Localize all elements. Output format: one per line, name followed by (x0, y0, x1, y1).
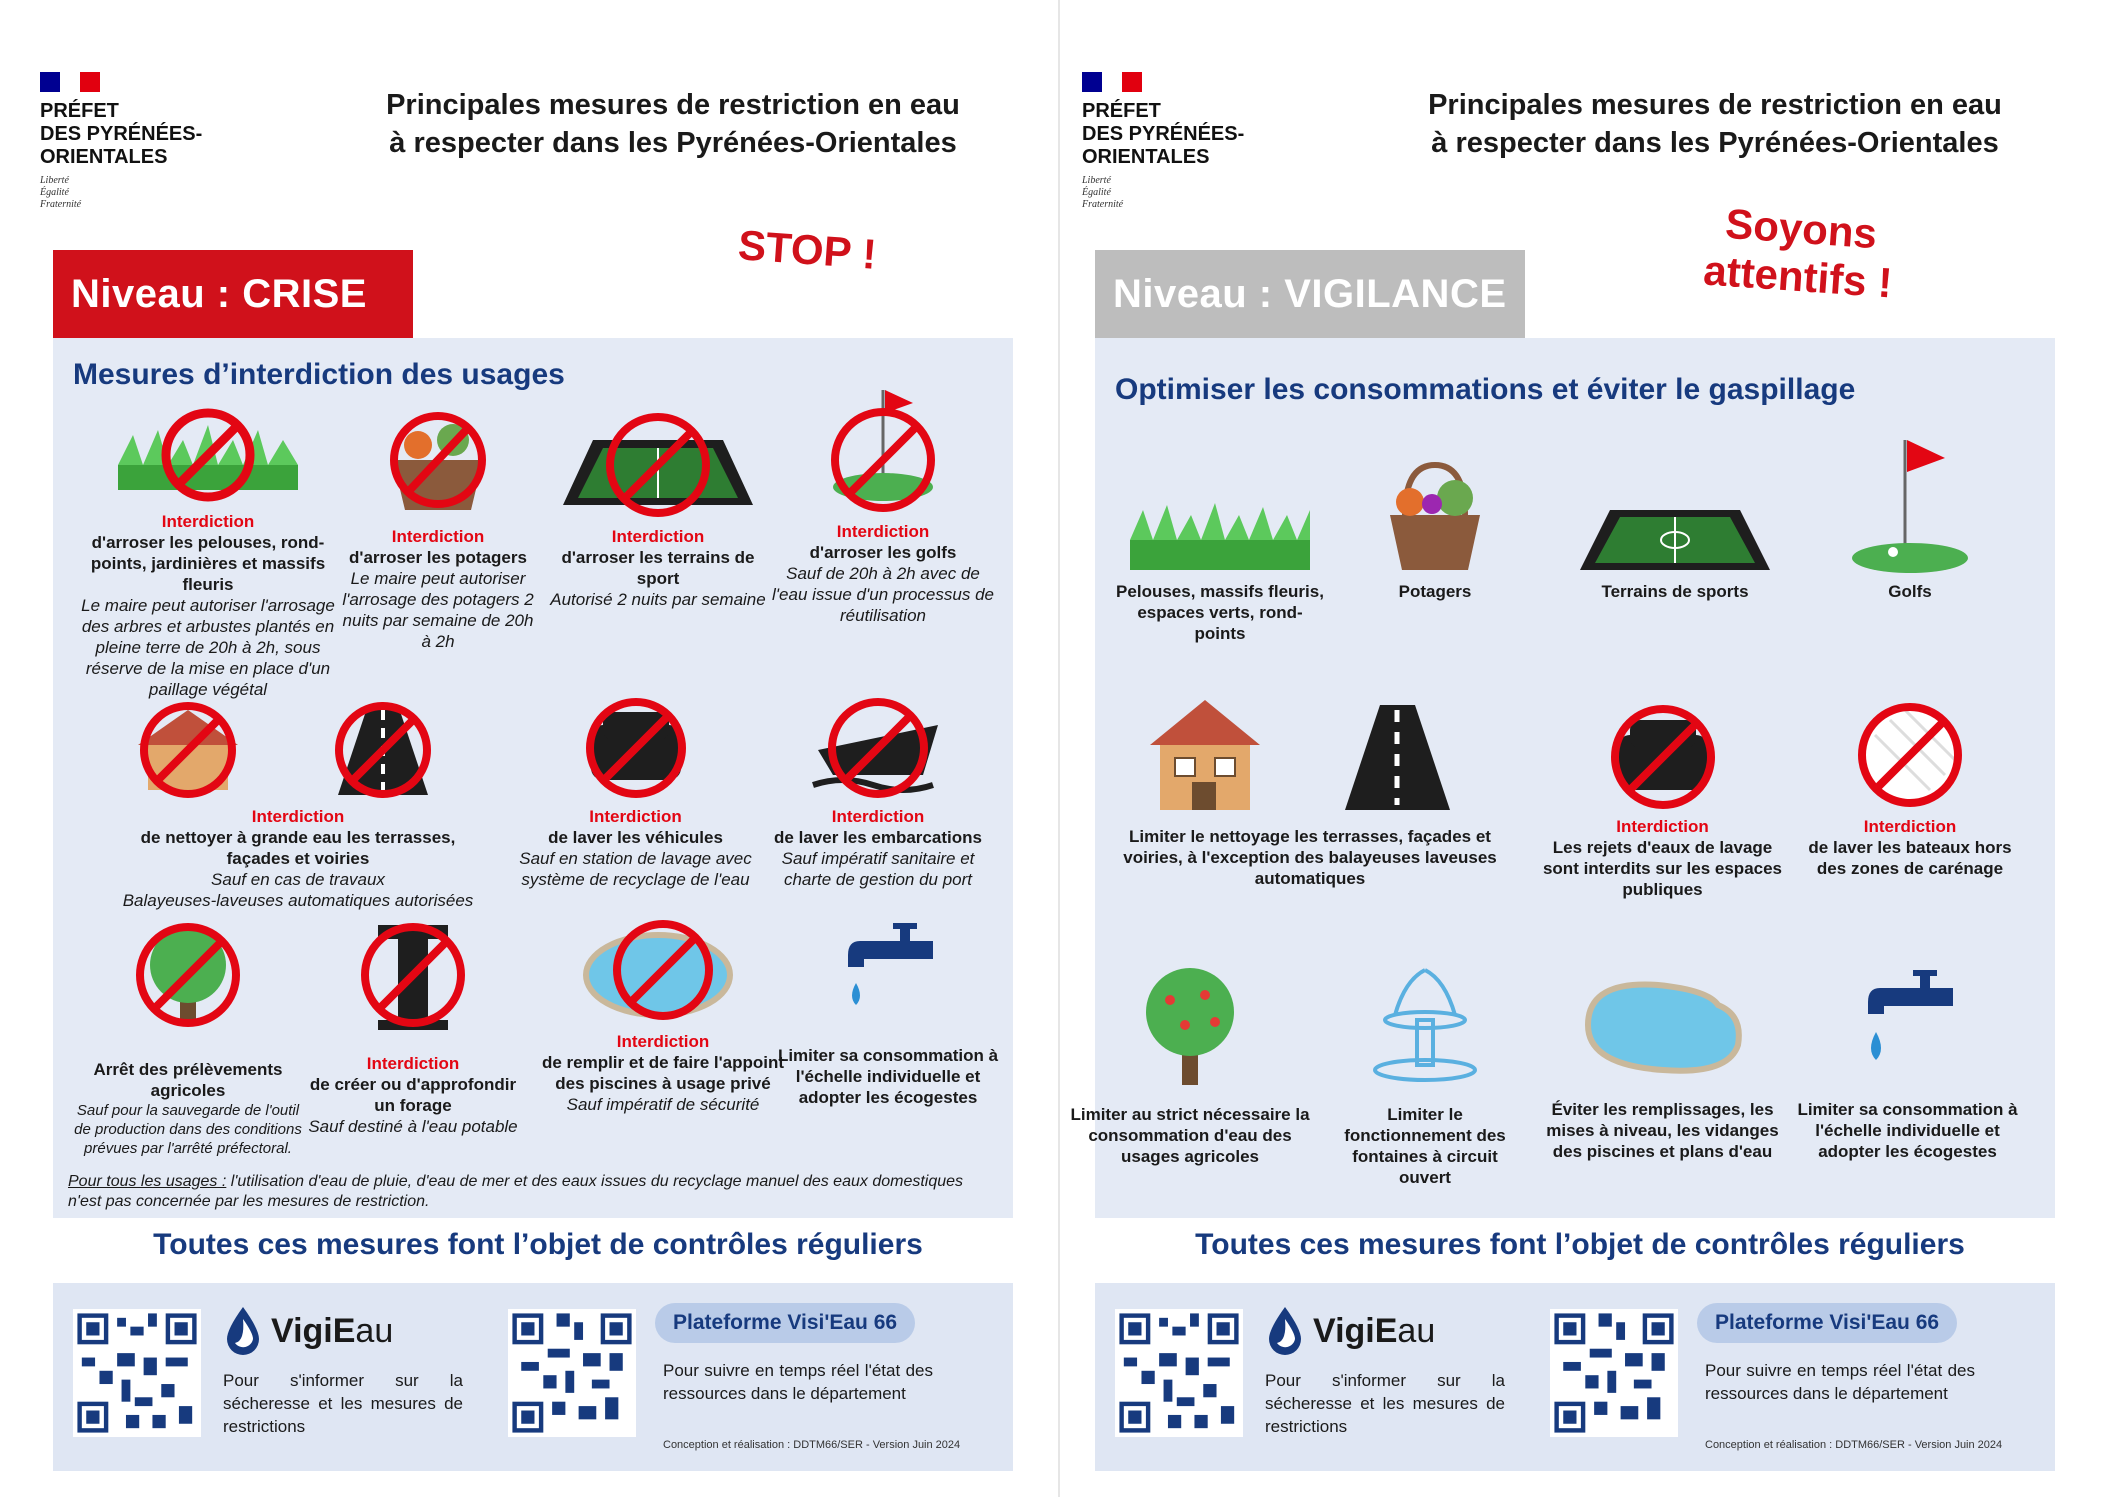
item-golfs: Interdiction d'arroser les golfs Sauf de 20h à 2h avec de l'eau issue d'un processus de réutilisation (768, 375, 998, 626)
tap-icon (1858, 960, 1958, 1085)
water-drop-icon (223, 1305, 263, 1357)
item-ecogestes: Limiter sa consommation à l'échelle individuelle et adopter les écogestes (773, 915, 1003, 1108)
vigieau-qr-code[interactable] (73, 1309, 201, 1437)
credit: Conception et réalisation : DDTM66/SER - Version Juin 2024 (1705, 1439, 2003, 1451)
item-terrains-v: Terrains de sports (1560, 505, 1790, 602)
golf-icon (1845, 430, 1975, 575)
doc-title: Principales mesures de restriction en eau à respecter dans les Pyrénées-Orientales (1428, 89, 2002, 159)
item-potagers-v: Potagers (1345, 460, 1525, 602)
sports-field-icon (1575, 505, 1775, 575)
logo-line-2: DES PYRÉNÉES- (1082, 123, 1245, 145)
item-piscines: Interdiction de remplir et de faire l'appoint des piscines à usage privé Sauf impératif de sécurité (538, 915, 788, 1115)
devise-1: Liberté (1082, 175, 1111, 186)
item-lawn: Interdiction d'arroser les pelouses, rond-points, jardinières et massifs fleuris Le maire peut autoriser l'arrosage des arbres et arbustes plantés en pleine terre de 20h à 2h, sous réserve de la mise en place d'un paillage végétal (73, 405, 343, 700)
credit: Conception et réalisation : DDTM66/SER - Version Juin 2024 (663, 1439, 961, 1451)
doc-title: Principales mesures de restriction en eau à respecter dans les Pyrénées-Orientales (386, 89, 960, 159)
house-road-icon (1130, 690, 1490, 820)
item-ecogestes-v: Limiter sa consommation à l'échelle individuelle et adopter les écogestes (1790, 960, 2025, 1162)
vigieau-qr-code[interactable] (1115, 1309, 1243, 1437)
item-vehicules: Interdiction de laver les véhicules Sauf en station de lavage avec système de recyclage de l'eau (513, 690, 758, 890)
sheet-vigilance (1058, 0, 2098, 1497)
slogan-vigilance: Soyons attentifs ! (1701, 199, 1894, 307)
vigieau-logo: VigiEau (1265, 1305, 1435, 1357)
footnote: Pour tous les usages : l'utilisation d'eau de pluie, d'eau de mer et des eaux issues du recyclage manuel des eaux domestiques n'est pas concernée par les mesures de restriction. (68, 1173, 964, 1210)
devise-2: Égalité (40, 187, 69, 198)
lawn-icon (1125, 495, 1315, 575)
pool-icon (1568, 965, 1758, 1085)
vigieau-logo: VigiEau (223, 1305, 393, 1357)
item-golfs-v: Golfs (1820, 430, 2000, 602)
no-lawn-icon (108, 405, 308, 505)
devise-2: Égalité (1082, 187, 1111, 198)
item-rejets: Interdiction Les rejets d'eaux de lavage sont interdits sur les espaces publiques (1535, 695, 1790, 900)
visieau-text: Pour suivre en temps réel l'état des ressources dans le département (663, 1361, 933, 1403)
item-nettoyage-v: Limiter le nettoyage les terrasses, façades et voiries, à l'exception des balayeuses laveuses automatiques (1115, 690, 1505, 889)
no-tree-icon (128, 915, 248, 1035)
tree-icon (1130, 960, 1250, 1090)
water-drop-icon (1265, 1305, 1305, 1357)
prefet-logo (1082, 72, 1244, 211)
logo-line-3: ORIENTALES (1082, 146, 1210, 168)
no-car-icon (1598, 695, 1728, 810)
footer-panel (53, 1283, 1013, 1471)
no-boat-icon (1850, 695, 1970, 810)
logo-line-2: DES PYRÉNÉES- (40, 123, 203, 145)
item-forage: Interdiction de créer ou d'approfondir un forage Sauf destiné à l'eau potable (303, 915, 523, 1137)
footer-panel (1095, 1283, 2055, 1471)
no-car-icon (571, 690, 701, 800)
visieau-badge: Plateforme Visi'Eau 66 (1697, 1303, 1957, 1343)
no-boat-icon (803, 690, 953, 800)
item-potagers: Interdiction d'arroser les potagers Le maire peut autoriser l'arrosage des potagers 2 nuits par semaine de 20h à 2h (338, 400, 538, 652)
level-badge-crise: Niveau : CRISE (53, 250, 413, 338)
logo-line-1: PRÉFET (40, 100, 119, 122)
no-sports-field-icon (558, 410, 758, 520)
devise-3: Fraternité (40, 199, 82, 210)
controls-heading: Toutes ces mesures font l’objet de contrôles réguliers (1195, 1228, 1965, 1261)
item-embarcations: Interdiction de laver les embarcations Sauf impératif sanitaire et charte de gestion du port (758, 690, 998, 890)
visieau-qr-code[interactable] (508, 1309, 636, 1437)
devise-3: Fraternité (1082, 199, 1124, 210)
devise-1: Liberté (40, 175, 69, 186)
item-piscines-v: Éviter les remplissages, les mises à niveau, les vidanges des piscines et plans d'eau (1535, 965, 1790, 1162)
vigieau-text: Pour s'informer sur la sécheresse et les mesures de restrictions (223, 1371, 463, 1436)
no-well-icon (353, 915, 473, 1035)
vegetable-basket-icon (1380, 460, 1490, 575)
item-agricoles-v: Limiter au strict nécessaire la consommation d'eau des usages agricoles (1060, 960, 1320, 1167)
tap-icon (838, 915, 938, 1025)
french-flag-icon (40, 72, 100, 92)
no-vegetable-basket-icon (383, 400, 493, 520)
logo-line-3: ORIENTALES (40, 146, 168, 168)
item-agricoles: Arrêt des prélèvements agricoles Sauf pour la sauvegarde de l'outil de production dans des conditions prévues par l'arrêté préfectoral. (68, 915, 308, 1158)
sheet-crise (18, 0, 1058, 1497)
item-pelouses: Pelouses, massifs fleuris, espaces verts, rond-points (1115, 495, 1325, 644)
section-title: Optimiser les consommations et éviter le gaspillage (1115, 373, 1856, 406)
vigieau-text: Pour s'informer sur la sécheresse et les mesures de restrictions (1265, 1371, 1505, 1436)
french-flag-icon (1082, 72, 1142, 92)
item-nettoyage: Interdiction de nettoyer à grande eau les terrasses, façades et voiries Sauf en cas de travaux Balayeuses-laveuses automatiques autorisées (108, 690, 488, 911)
visieau-text: Pour suivre en temps réel l'état des ressources dans le département (1705, 1361, 1975, 1403)
visieau-qr-code[interactable] (1550, 1309, 1678, 1437)
controls-heading: Toutes ces mesures font l’objet de contrôles réguliers (153, 1228, 923, 1261)
section-title: Mesures d’interdiction des usages (73, 358, 565, 391)
prefet-logo (40, 72, 202, 211)
level-badge-vigilance: Niveau : VIGILANCE (1095, 250, 1525, 338)
item-bateaux: Interdiction de laver les bateaux hors des zones de carénage (1805, 695, 2015, 879)
fountain-icon (1365, 960, 1485, 1090)
visieau-badge: Plateforme Visi'Eau 66 (655, 1303, 915, 1343)
no-house-road-icon (118, 690, 478, 800)
item-terrains: Interdiction d'arroser les terrains de sport Autorisé 2 nuits par semaine (543, 410, 773, 610)
item-fontaines: Limiter le fonctionnement des fontaines à circuit ouvert (1325, 960, 1525, 1188)
logo-line-1: PRÉFET (1082, 100, 1161, 122)
no-pool-icon (578, 915, 748, 1025)
slogan-stop: STOP ! (736, 221, 879, 278)
no-golf-icon (813, 375, 953, 515)
